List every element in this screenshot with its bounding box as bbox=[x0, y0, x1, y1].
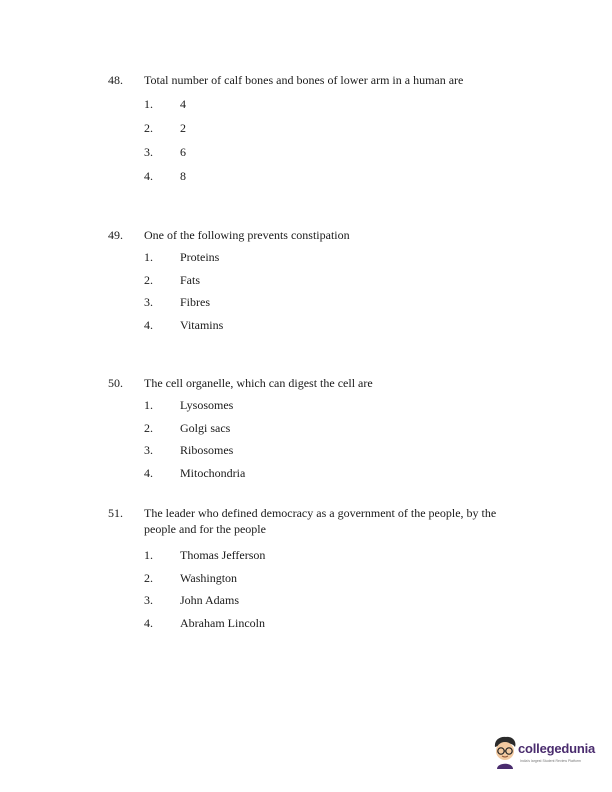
option-item bbox=[108, 592, 508, 608]
brand-name: collegedunia bbox=[518, 741, 596, 756]
option-text: John Adams bbox=[180, 593, 240, 607]
option-number: 2. bbox=[144, 272, 153, 287]
question-text: One of the following prevents constipation bbox=[144, 228, 350, 242]
option-number: 3. bbox=[144, 145, 153, 159]
option-item bbox=[108, 615, 508, 631]
question-50 bbox=[108, 375, 508, 487]
option-item bbox=[108, 570, 508, 586]
option-text: 4 bbox=[180, 97, 186, 111]
option-number: 2. bbox=[144, 420, 153, 435]
option-item bbox=[108, 168, 508, 184]
question-number: 51. bbox=[108, 506, 123, 520]
option-number: 1. bbox=[144, 97, 153, 111]
option-item bbox=[108, 397, 508, 413]
option-item bbox=[108, 144, 508, 160]
option-number: 1. bbox=[144, 250, 153, 264]
question-stem bbox=[108, 375, 508, 391]
option-number: 4. bbox=[144, 317, 153, 332]
option-text: 6 bbox=[180, 145, 186, 159]
question-number: 50. bbox=[108, 376, 123, 390]
option-text: Vitamins bbox=[180, 317, 224, 332]
option-item bbox=[108, 420, 508, 436]
option-number: 4. bbox=[144, 465, 153, 480]
option-text: Fats bbox=[180, 272, 201, 287]
option-number: 1. bbox=[144, 548, 153, 562]
question-text: The cell organelle, which can digest the cell are bbox=[144, 376, 373, 390]
question-stem bbox=[108, 72, 508, 88]
question-51 bbox=[108, 505, 508, 637]
option-text: Fibres bbox=[180, 295, 210, 309]
option-number: 2. bbox=[144, 121, 153, 135]
options-list bbox=[108, 249, 508, 333]
option-text: Washington bbox=[180, 570, 238, 585]
option-item bbox=[108, 120, 508, 136]
option-number: 2. bbox=[144, 570, 153, 585]
option-text: Thomas Jefferson bbox=[180, 548, 266, 562]
question-number: 49. bbox=[108, 228, 123, 242]
collegedunia-mascot-icon bbox=[490, 735, 520, 771]
option-item bbox=[108, 465, 508, 481]
option-number: 3. bbox=[144, 443, 153, 457]
option-text: Ribosomes bbox=[180, 443, 234, 457]
question-number: 48. bbox=[108, 73, 123, 87]
question-text: Total number of calf bones and bones of lower arm in a human are bbox=[144, 73, 464, 87]
collegedunia-watermark bbox=[490, 733, 606, 777]
option-item bbox=[108, 547, 508, 563]
question-48 bbox=[108, 72, 508, 192]
option-number: 4. bbox=[144, 615, 153, 630]
options-list bbox=[108, 397, 508, 481]
option-number: 1. bbox=[144, 398, 153, 412]
option-item bbox=[108, 272, 508, 288]
option-text: Abraham Lincoln bbox=[180, 615, 265, 630]
option-number: 3. bbox=[144, 295, 153, 309]
option-text: Golgi sacs bbox=[180, 420, 231, 435]
option-text: Mitochondria bbox=[180, 465, 246, 480]
option-item bbox=[108, 294, 508, 310]
option-number: 3. bbox=[144, 593, 153, 607]
option-text: 8 bbox=[180, 169, 186, 183]
option-text: Proteins bbox=[180, 250, 220, 264]
question-stem bbox=[108, 227, 508, 243]
question-text: The leader who defined democracy as a government of the people, by the people and for the people bbox=[144, 506, 497, 536]
option-item bbox=[108, 442, 508, 458]
options-list bbox=[108, 547, 508, 631]
option-number: 4. bbox=[144, 169, 153, 183]
option-item bbox=[108, 96, 508, 112]
question-49 bbox=[108, 227, 508, 339]
option-item bbox=[108, 317, 508, 333]
option-text: Lysosomes bbox=[180, 398, 234, 412]
option-item bbox=[108, 249, 508, 265]
brand-tagline: India's largest Student Review Platform bbox=[520, 759, 581, 763]
options-list bbox=[108, 96, 508, 184]
question-stem bbox=[108, 505, 508, 537]
option-text: 2 bbox=[180, 121, 186, 135]
